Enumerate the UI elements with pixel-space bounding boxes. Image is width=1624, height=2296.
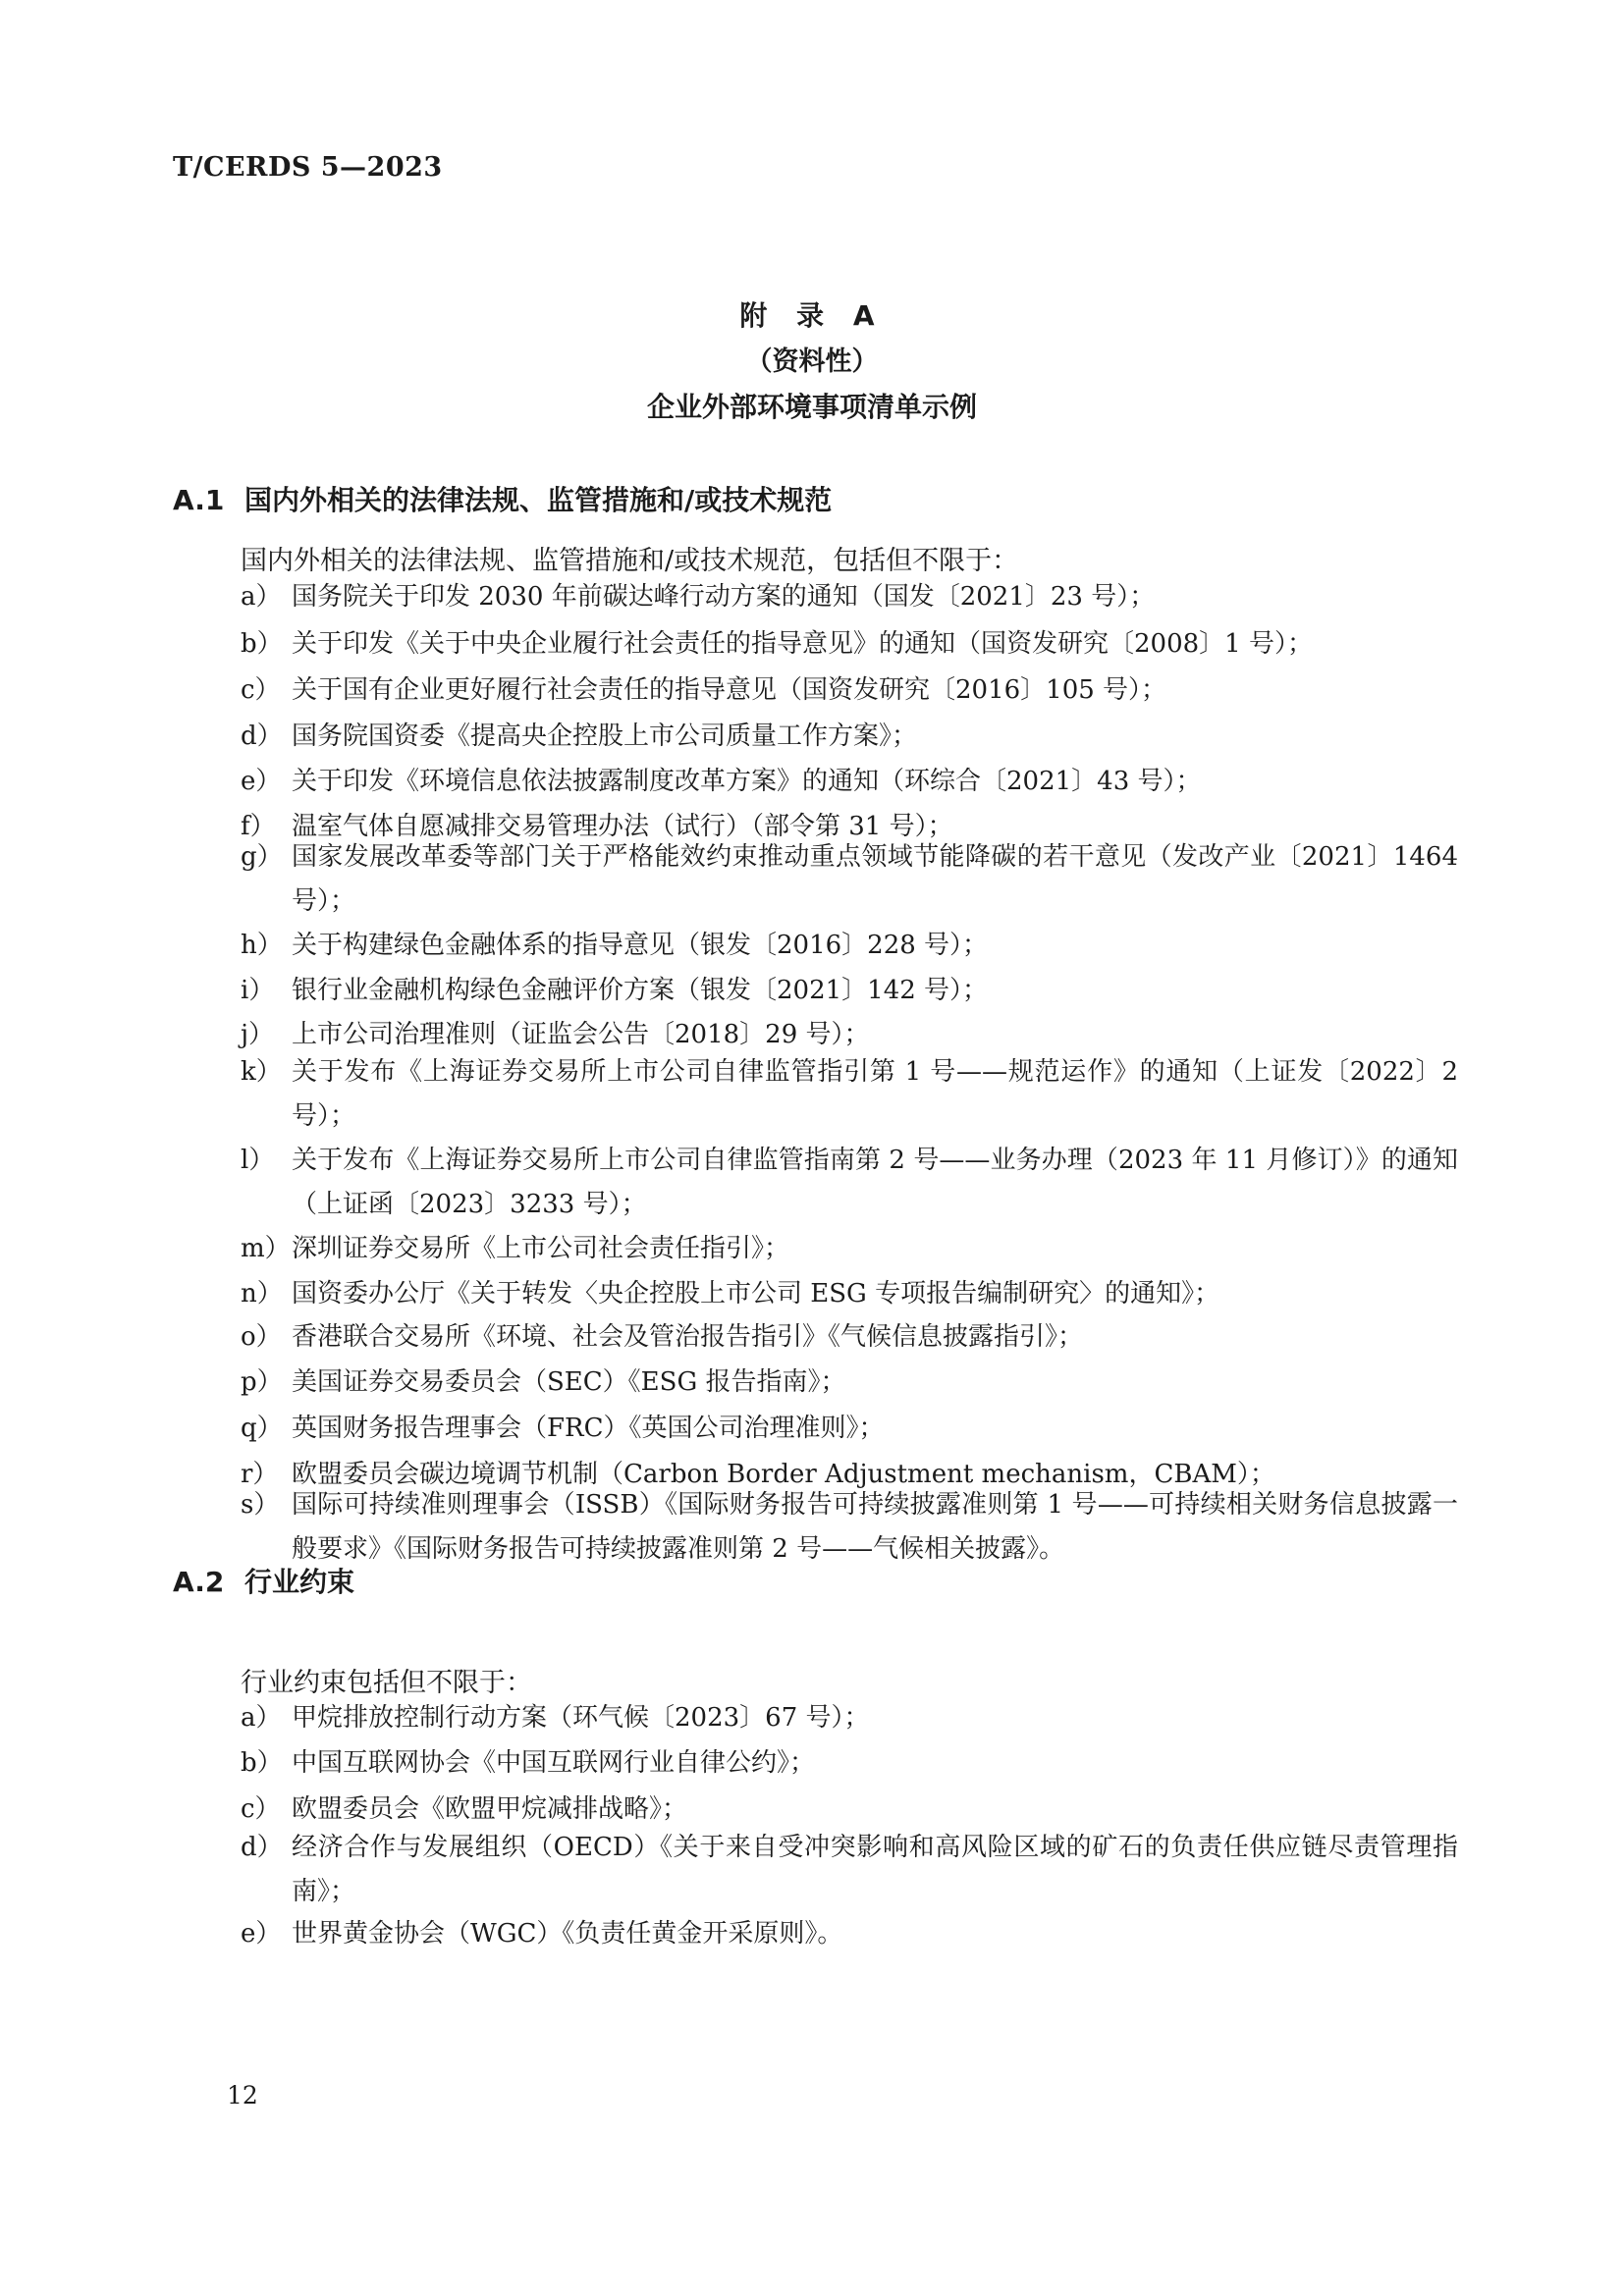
list-item-text: 世界黄金协会（WGC）《负责任黄金开采原则》。 [292,1919,843,1949]
list-item-label: j） [241,1020,275,1049]
section-number: A.1 [173,484,225,516]
list-item [241,835,1458,924]
list-item [241,575,1458,619]
list-item-label: h） [241,931,283,960]
standard-code: T/CERDS 5—2023 [173,152,443,183]
section-a1-heading [173,479,832,518]
list-item-text: 国际可持续准则理事会（ISSB）《国际财务报告可持续披露准则第 1 号——可持续相关财务信息披露一般要求》《国际财务报告可持续披露准则第 2 号——气候相关披露》。 [292,1490,1458,1564]
list-item-label: e） [241,767,282,796]
list-item-text: 关于印发《环境信息依法披露制度改革方案》的通知（环综合〔2021〕43 号）； [292,767,1202,796]
appendix-title: 附 录 A [739,299,885,332]
list-item [241,1696,1458,1740]
list-item-text: 甲烷排放控制行动方案（环气候〔2023〕67 号）； [292,1703,870,1733]
list-item-label: e） [241,1919,282,1949]
list-item-text: 经济合作与发展组织（OECD）《关于来自受冲突影响和高风险区域的矿石的负责任供应链尽责管理指南》； [292,1833,1458,1906]
list-item [241,1050,1458,1139]
list-item-text: 国家发展改革委等部门关于严格能效约束推动重点领域节能降碳的若干意见（发改产业〔2021〕1464 号）； [292,842,1458,916]
list-item-label: f） [241,812,276,841]
list-item [241,1315,1458,1360]
section-a2-intro: 行业约束包括但不限于： [241,1668,532,1698]
list-item-label: a） [241,582,282,612]
list-item-text: 关于印发《关于中央企业履行社会责任的指导意见》的通知（国资发研究〔2008〕1 号）； [292,629,1313,659]
list-item [241,1227,1458,1271]
list-item-text: 国务院关于印发 2030 年前碳达峰行动方案的通知（国发〔2021〕23 号）； [292,582,1156,612]
list-item [241,760,1458,804]
list-item-text: 深圳证券交易所《上市公司社会责任指引》； [292,1234,790,1263]
list-item-label: o） [241,1322,282,1352]
appendix-name: 企业外部环境事项清单示例 [646,391,977,423]
section-title: 国内外相关的法律法规、监管措施和/或技术规范 [244,484,833,516]
list-item-text: 中国互联网协会《中国互联网行业自律公约》； [292,1748,816,1778]
list-item [241,1741,1458,1786]
list-item-label: g） [241,842,283,872]
list-item-text: 国务院国资委《提高央企控股上市公司质量工作方案》； [292,721,918,751]
list-item-text: 上市公司治理准则（证监会公告〔2018〕29 号）； [292,1020,870,1049]
list-item-label: a） [241,1703,282,1733]
list-item [241,924,1458,968]
page-number: 12 [227,2081,258,2109]
list-item-label: l） [241,1146,275,1175]
list-item-label: d） [241,1833,283,1862]
list-item-text: 关于发布《上海证券交易所上市公司自律监管指南第 2 号——业务办理（2023 年 11 月修订）》的通知（上证函〔2023〕3233 号）； [292,1146,1458,1219]
list-item-text: 关于国有企业更好履行社会责任的指导意见（国资发研究〔2016〕105 号）； [292,675,1167,705]
list-item-text: 国资委办公厅《关于转发〈央企控股上市公司 ESG 专项报告编制研究〉的通知》； [292,1279,1220,1308]
list-item [241,1483,1458,1572]
list-item-text: 关于发布《上海证券交易所上市公司自律监管指引第 1 号——规范运作》的通知（上证发〔2022〕2 号）； [292,1057,1458,1131]
list-item-label: c） [241,1794,281,1824]
list-item [241,1361,1458,1405]
section-number: A.2 [173,1566,225,1598]
list-item [241,969,1458,1013]
list-item-label: n） [241,1279,283,1308]
appendix-nature: （资料性） [745,347,879,377]
list-item-label: i） [241,976,275,1005]
section-a2-heading [173,1561,354,1600]
list-item-label: p） [241,1367,283,1397]
list-item [241,715,1458,759]
list-item-text: 关于构建绿色金融体系的指导意见（银发〔2016〕228 号）； [292,931,989,960]
list-item-text: 英国财务报告理事会（FRC）《英国公司治理准则》； [292,1414,885,1443]
list-item [241,1139,1458,1227]
list-item-label: b） [241,1748,283,1778]
list-item-text: 欧盟委员会碳边境调节机制（Carbon Border Adjustment mechanism，CBAM）； [292,1460,1275,1489]
section-title: 行业约束 [244,1566,355,1598]
list-item-label: m） [241,1234,291,1263]
list-item [241,1272,1458,1316]
list-item-label: r） [241,1460,279,1489]
list-item-text: 银行业金融机构绿色金融评价方案（银发〔2021〕142 号）； [292,976,989,1005]
list-item-text: 香港联合交易所《环境、社会及管治报告指引》《气候信息披露指引》； [292,1322,1084,1352]
list-item [241,622,1458,667]
list-item [241,1407,1458,1451]
list-item-label: q） [241,1414,283,1443]
list-item-text: 欧盟委员会《欧盟甲烷减排战略》； [292,1794,688,1824]
list-item-label: k） [241,1057,282,1087]
section-a1-intro: 国内外相关的法律法规、监管措施和/或技术规范，包括但不限于： [241,546,1019,576]
list-item [241,1912,1458,1956]
list-item-label: s） [241,1490,280,1520]
list-item-label: d） [241,721,283,751]
list-item [241,1826,1458,1914]
list-item-label: c） [241,675,281,705]
list-item [241,668,1458,713]
list-item-text: 温室气体自愿减排交易管理办法（试行）（部令第 31 号）； [292,812,953,841]
list-item-text: 美国证券交易委员会（SEC）《ESG 报告指南》； [292,1367,846,1397]
list-item-label: b） [241,629,283,659]
